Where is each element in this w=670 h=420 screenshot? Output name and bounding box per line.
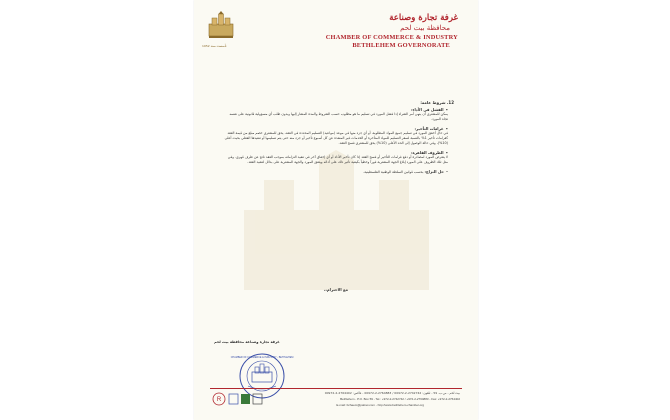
document-page: [194, 0, 478, 420]
condition-text: لا يتعرض المورد لمصادرة أو دفع غرامات التأخير أو فسخ العقد إذا كان تأخير الأداء أو أي إخفاق آخر في تنفيذ التزاماته بموجب العقد ناتج عن ظرف قهري. وفي مثل تلك الظروف على المورد إبلاغ الجهة المشترية فوراً وخطياً بكيفية تأثير ذلك على أدائه ويتفق المورد والجهة المشترية على بدائل لتنفيذ العقد.: [227, 155, 448, 164]
bullet-icon: •: [445, 126, 448, 131]
svg-text:R: R: [216, 397, 222, 404]
condition-item: [224, 107, 448, 122]
header-english-name: CHAMBER OF COMMERCE & INDUSTRY: [325, 34, 458, 41]
chamber-logo-icon: [206, 10, 236, 40]
signature-line: غرفة تجارة وصناعة محافظة بيت لحم: [214, 340, 280, 344]
closing-greeting: مع الاحترام،،: [323, 287, 348, 292]
condition-title: غرامات التأخير:: [414, 126, 444, 131]
footer-divider: [210, 388, 462, 389]
condition-title: الظروف القاهرة:: [411, 150, 444, 155]
condition-text: في حال أخفق المورد في تسليم جميع المواد المطلوبة، أو أي جزء منها في موعد (مواعيد) التسليم المحددة في العقد، يحق للمشتري خصم مبلغ من قيمة العقد كغرامات تأخير 1% بالنسبة لسعر التسليم للمواد المتأخرة أو الخدمات غير المنفذة عن كل أسبوع تأخير أو جزء منه حتى يتم تسليمها أو تنفيذها الفعلي بحيث أعلى (10%)، وفي حالة الوصول إلى الحد الأعلى (10%) يحق للمشتري فسخ العقد.: [224, 131, 448, 145]
condition-title: الفشل في الأداء:: [411, 107, 444, 112]
condition-text: بحسب قوانين السلطة الوطنية الفلسطينية.: [363, 170, 424, 174]
header-arabic-governorate: محافظة بيت لحم: [400, 24, 450, 32]
logo-caption: تأسست سنة 1952: [202, 44, 227, 48]
footer-english-contact: Bethlehem - P.O. Box 59 - Tel.: +972-2-2742742 / +972-2-2764883 - Fax: +972-2-2764402: [340, 397, 460, 401]
header-english-governorate: BETHLEHEM GOVERNORATE: [352, 42, 450, 49]
stamp-ring-text: CHAMBER OF COMMERCE & INDUSTRY - BETHLEHEM: [230, 356, 294, 359]
condition-item: [224, 126, 448, 146]
condition-item: [224, 169, 448, 175]
condition-title: حل النزاع:: [424, 169, 444, 174]
bullet-icon: •: [446, 170, 448, 174]
footer-email: E-mail: bchaem@palnet.com - http://www.bethlehem-chamber.org: [336, 403, 424, 407]
condition-item: [224, 150, 448, 165]
document-body: [224, 100, 454, 179]
certification-logos-icon: [212, 392, 272, 406]
header-arabic-name: غرفة تجارة وصناعة: [389, 13, 458, 23]
section-heading: 12. شروط عامة:: [420, 100, 454, 105]
bullet-icon: •: [445, 150, 448, 155]
bullet-icon: •: [445, 107, 448, 112]
condition-text: يمكن للمشتري أن ينهي أمر الشراء إذا فشل المورد في تسليم ما هو مطلوب حسب الشروط والمدة المشار إليها وبدون طلب أي مسؤولية قانونية على نفسه تجاه المورد.: [229, 112, 448, 121]
footer-arabic-contact: بيت لحم - ص.ب. 59 - تلفون: 2742742-2-00972 / 2764883-2-00972 - فاكس: 2764402-2-00972: [324, 391, 460, 395]
